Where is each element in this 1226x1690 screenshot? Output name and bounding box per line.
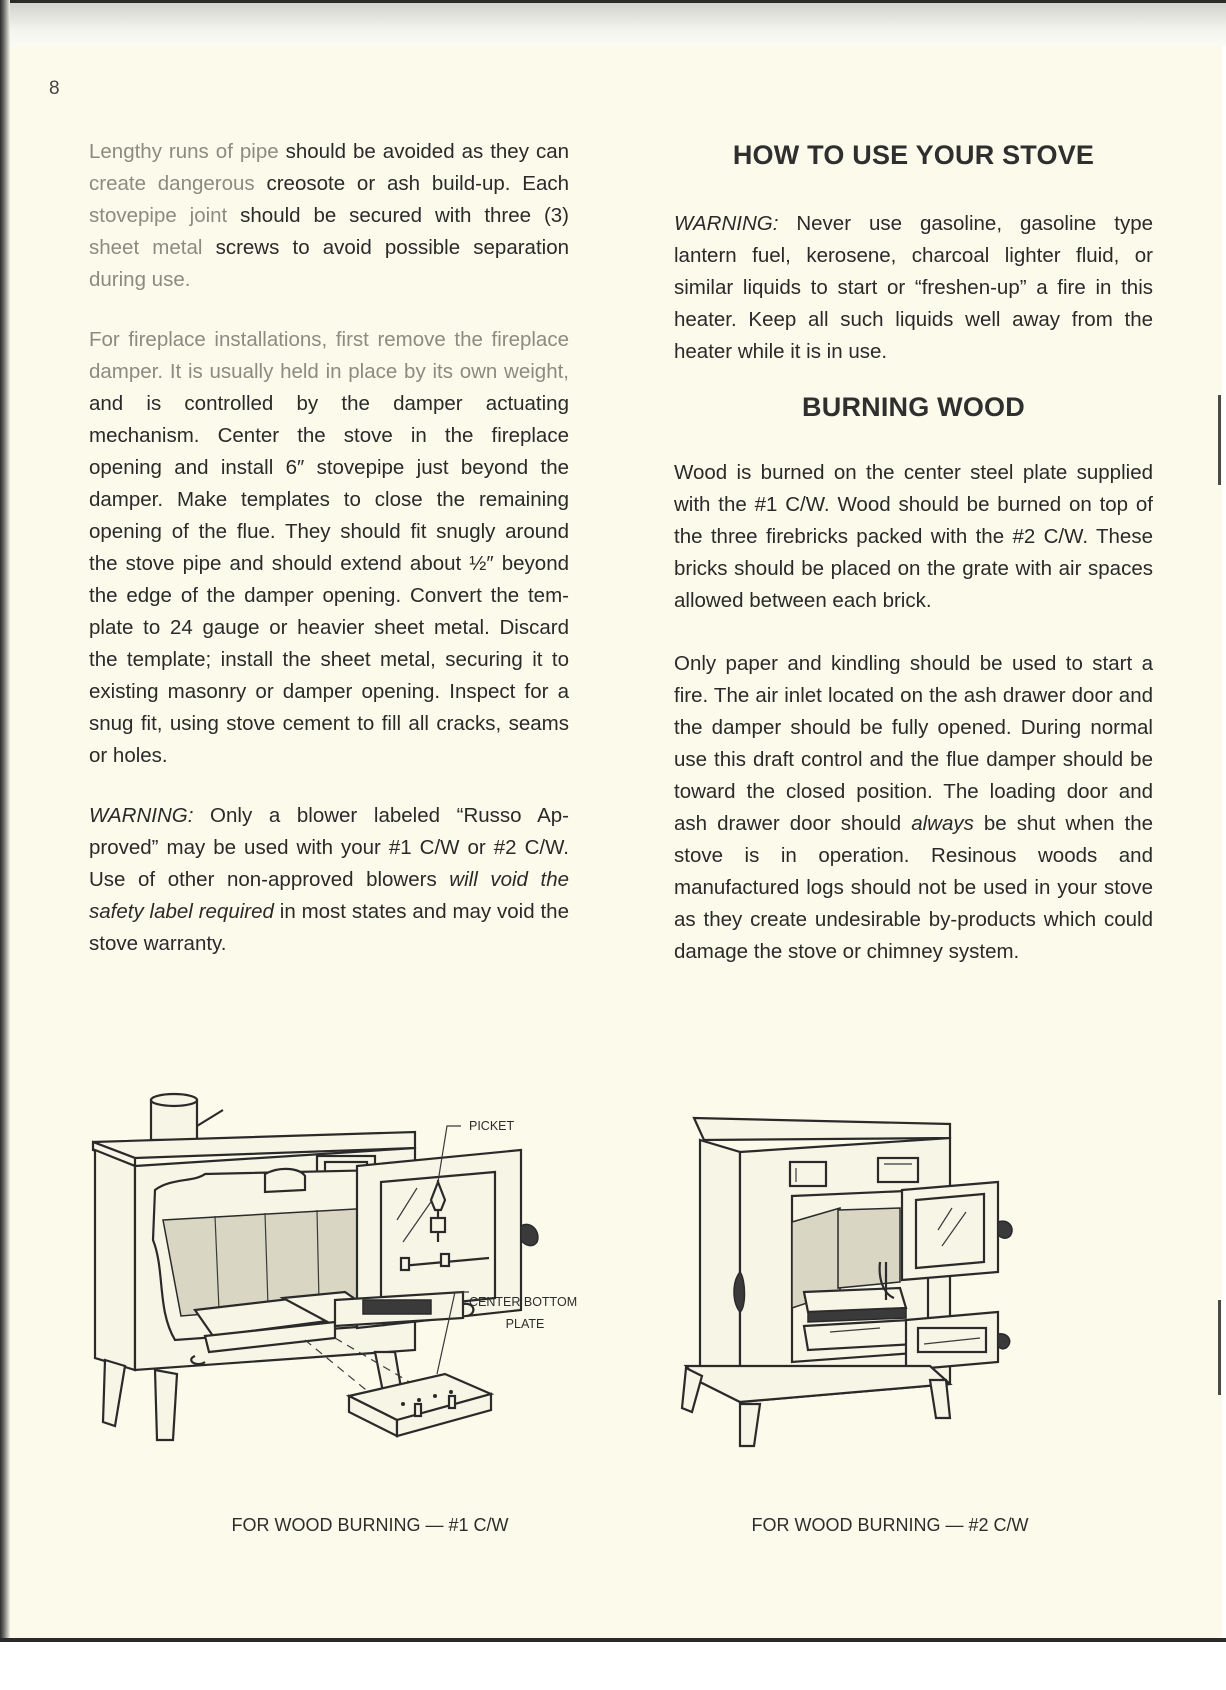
pipe-text-faded: sheet metal (89, 236, 203, 259)
scan-top-edge (0, 0, 1226, 46)
starting-fire-emphasis: always (911, 812, 974, 835)
figure-2-caption: FOR WOOD BURNING — #2 C/W (751, 1515, 1029, 1535)
scan-bottom-edge (0, 1638, 1226, 1690)
fuel-warning-text: Never use gasoline, gasoline type lantern fuel, kerosene, charcoal lighter fluid, or similar liquids to start or “freshen-up” a fire in this heater. Keep all such liquids well away from the heater while it is in use. (674, 212, 1153, 363)
wood-paragraph (674, 457, 1153, 617)
scan-left-edge (0, 0, 10, 1686)
pipe-text: screws to avoid possible separation (202, 236, 570, 259)
scan-mark (1218, 1300, 1221, 1395)
picket-label: PICKET (469, 1119, 515, 1133)
fireplace-text: and is controlled by the damper actuating mechanism. Center the stove in the fireplace opening and install 6″ stovepipe just beyond the damper. Make templates to close the remaining opening of the flue. They should fit snugly around the stove pipe and should extend about ½″ beyond the edge of the damper opening. Convert the tem-plate to 24 gauge or heavier sheet metal. Discard the template; install the sheet metal, securing it to existing masonry or damper opening. Inspect for a snug fit, using stove cement to fill all cracks, seams or holes. (89, 392, 569, 767)
pipe-text: should be avoided as they can (278, 140, 569, 163)
left-column (89, 136, 569, 960)
stove-1-illustration (85, 1070, 645, 1470)
heading-burning-wood: BURNING WOOD (802, 392, 1025, 422)
pipe-text: should be secured with three (3) (227, 204, 569, 227)
starting-fire-paragraph (674, 648, 1153, 968)
warning-label: WARNING: (674, 212, 779, 235)
stove-2-drawing (682, 1118, 1012, 1446)
page-number: 8 (49, 78, 60, 99)
fuel-warning-paragraph (674, 208, 1153, 368)
blower-warning-paragraph (89, 800, 569, 960)
stove-2-illustration (680, 1112, 1080, 1452)
fireplace-text-faded: For fireplace installations, first remove the fireplace damper. It is usually held in place by its own weight, (89, 328, 569, 383)
pipe-text-faded: Lengthy runs of pipe (89, 140, 279, 163)
stove-1-drawing (93, 1094, 538, 1440)
blower-warning-text: Only a blower labeled “Russo Ap-proved” may be used with your #1 C/W or #2 C/W. Use of other non-approved blowers (89, 804, 569, 891)
figure-1-caption: FOR WOOD BURNING — #1 C/W (231, 1515, 509, 1535)
blower-warning-emphasis: will void the safety label required (89, 868, 569, 923)
pipe-text-faded: stovepipe joint (89, 204, 228, 227)
heading-how-to-use: HOW TO USE YOUR STOVE (732, 140, 1095, 170)
center-bottom-label: CENTER BOTTOM (469, 1295, 578, 1309)
warning-label: WARNING: (89, 804, 194, 827)
pipe-paragraph (89, 136, 569, 296)
wood-text: Wood is burned on the center steel plate supplied with the #1 C/W. Wood should be burned on top of the three firebricks packed with the #2 C/W. These bricks should be placed on the grate with air spaces allowed between each brick. (674, 461, 1153, 612)
plate-label: PLATE (505, 1317, 545, 1331)
scan-mark (1218, 395, 1221, 485)
pipe-text-faded: create dangerous (89, 172, 255, 195)
starting-fire-text: Only paper and kindling should be used to start a fire. The air inlet located on the ash drawer door and the damper should be fully opened. During normal use this draft control and the flue damper should be toward the closed position. The loading door and ash drawer door should (674, 652, 1153, 835)
pipe-text-faded: during use. (89, 268, 191, 291)
pipe-text: creosote or ash build-up. Each (254, 172, 569, 195)
blower-warning-text: in most states and may void the stove warranty. (89, 900, 569, 955)
fireplace-paragraph (89, 324, 569, 772)
starting-fire-text: be shut when the stove is in operation. Resinous woods and manufactured logs should not be used in your stove as they create undesirable by-products which could damage the stove or chimney system. (674, 812, 1154, 963)
